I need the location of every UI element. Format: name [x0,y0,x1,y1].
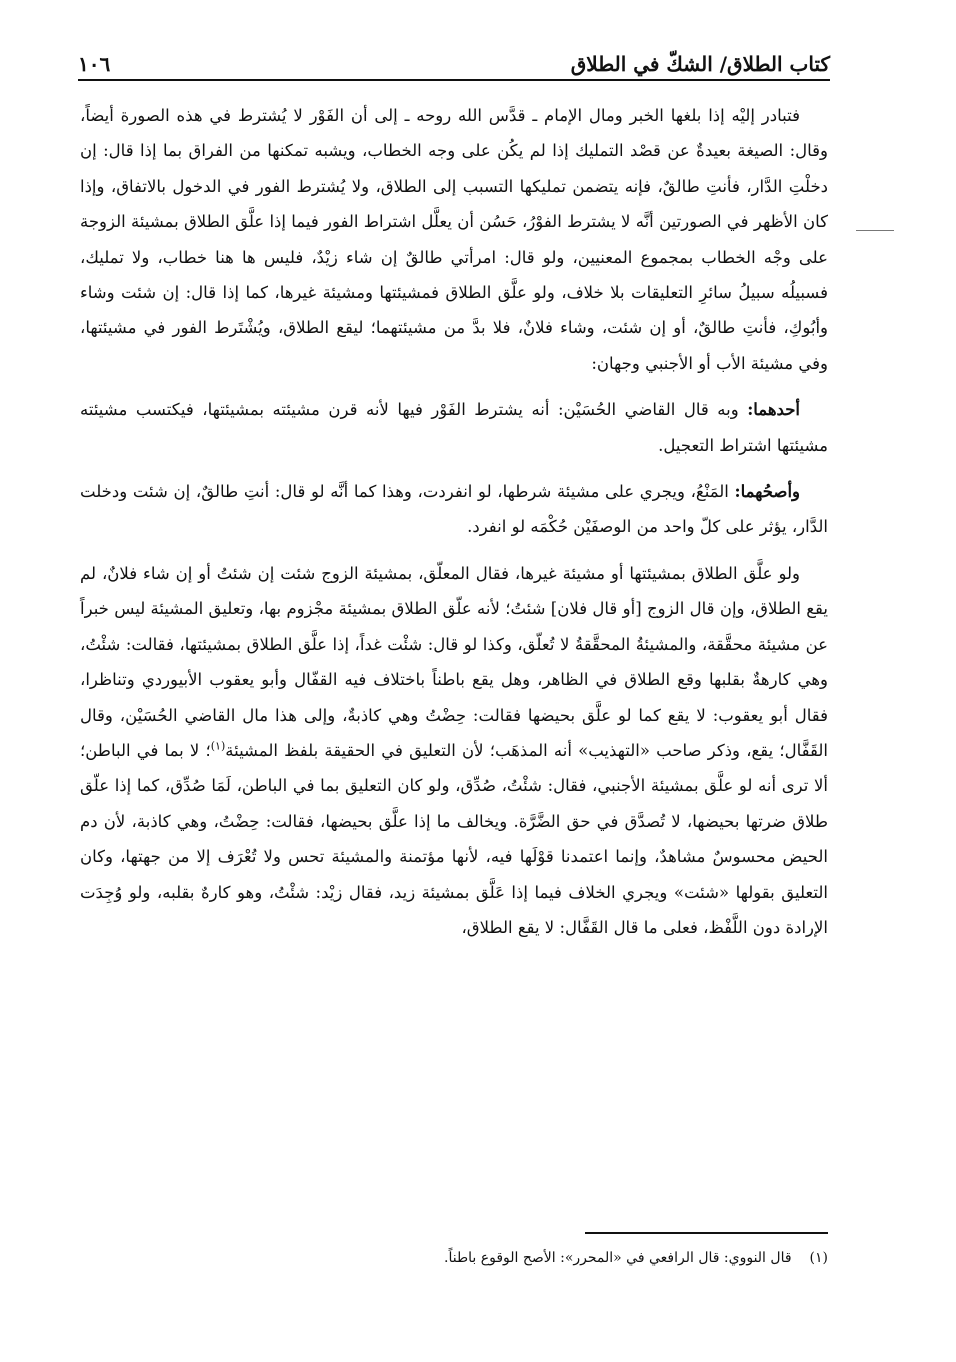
paragraph-2 [80,392,828,463]
paragraph-3 [80,474,828,545]
paragraph-3-term: وأصحُهما: [734,482,800,502]
footnote-reference: (١) [210,739,226,753]
paragraph-3-text: المَنْعُ، ويجري على مشيئة شرطها، لو انفردت، وهذا كما أنَّه لو قال: أنتِ طالقٌ، إن شئت ودخلت الدَّار، يؤثر على كلّ واحد من الوصفَيْن حُكْمَه لو انفرد. [80,482,828,537]
paragraph-4-part-b: ؛ لا بما في الباطن؛ ألا ترى أنه لو علَّق بمشيئة الأجنبي، فقال: شئْتُ، صُدِّق، ولو كان التعليق بما في الباطن، لَمَا صُدِّق، كما إذا علّق طلاق ضرتها بحيضها، لا تُصدَّق في حق الضَّرَّة. ويخالف ما إذا علَّق بحيضها، فقالت: حِضْتُ، وهي كاذبة، لأن دم الحيض محسوسٌ مشاهدٌ، وإنما اعتمدنا قوْلَها فيه، لأنها مؤتمنة والمشيئة تحس ولا تُعْرَف إلا من جهتها، وكان التعليق بقولها «شئت» ويجري الخلاف فيما إذا عَلَّق بمشيئة زيد، فقال زيْد: شئْتُ، وهو كارهٌ بقلبه، ولو وُجِدَت الإرادة دون اللَّفْظ، فعلى ما قال القَفَّال: لا يقع الطلاق، [80,740,828,937]
paragraph-1: فتبادر إليْه إذا بلغها الخبر ومال الإمام ـ قدَّس الله روحه ـ إلى أن الفَوْر لا يُشترط في هذه الصورة أيضاً، وقال: الصيغة بعيدةٌ عن قصْد التمليك إذا لم يكُن على وجه الخطاب، ويشبه تمكنها من الفراق بما إذا قال: إن دخلْتِ الدَّار، فأنتِ طالقٌ، فإنه يتضمن تمليكها التسبب إلى الطلاق، ولا يُشترط الفور في الدخول بالاتفاق، وإذا كان الأظهر في الصورتين أنَّه لا يشترط الفوْرُ، حَسُن أن يعلَّل اشتراط الفور فيما إذا علَّق الطلاق بمشيئة الزوجة على وجْه الخطاب بمجموع المعنيين، ولو قال: امرأتي طالقٌ إن شاء زيْدٌ، فليس ها هنا خطاب، ولا تمليك، فسبيلُه سبيلُ سائرِ التعليقات بلا خلاف، ولو علَّق الطلاق فمشيئتها ومشيئة غيرها، كما إذا قال: إن شئت وشاء وأبُوكِ، فأنتِ طالقٌ، أو إن شئت، وشاء فلانٌ، فلا بدَّ من مشيئتهما؛ ليقع الطلاق، ويُشْتَرط الفور في مشيئتها، وفي مشيئة الأب أو الأجنبي وجهان: [80,106,828,373]
footnote [80,1245,828,1271]
paragraph-4-part-a: ولو علَّق الطلاق بمشيئتها أو مشيئة غيرها، فقال المعلّق، بمشيئة الزوج شئت إن شئتُ أو إن شاء فلانٌ، لم يقع الطلاق، وإن قال الزوج [أو قال فلان] شئتُ؛ لأنه علّق الطلاق بمشيئة مجْزوم بها، وتعليق المشيئة ليس خبراً عن مشيئة محقَّقة، والمشيئةُ المحقَّقةُ لا تُعلّق، وكذا لو قال: شئْت غداً، إذا علَّق الطلاق بمشيئتها، فقالت: شئْتُ، وهي كارهةٌ بقلبها وقع الطلاق في الظاهر، وهل يقع باطناً باختلاف فيه القفّال وأبو يعقوب الأبيوردي وتناظرا، فقال أبو يعقوب: لا يقع كما لو علَّق بحيضها فقالت: حِضْتُ وهي كاذبةٌ، وإلى هذا مال القاضي الحُسَيْن، وقال القَفَّال؛ يقع، وذكر صاحب «التهذيب» أنه المذهَب؛ لأن التعليق في الحقيقة بلفظ المشيئة [80,563,828,760]
header-rule [78,79,830,81]
footnote-number: (١) [809,1250,828,1266]
page-header [78,36,830,76]
margin-mark [856,230,894,231]
footnote-text: قال النووي: قال الرافعي في «المحرر»: الأصح الوقوع باطناً. [444,1250,792,1266]
page-number: ١٠٦ [78,52,111,76]
body-text [80,98,828,945]
running-title: كتاب الطلاق/ الشكّ في الطلاق [570,52,830,76]
paragraph-2-text: وبه قال القاضي الحُسَيْن: أنه يشترط الفَوْر فيها لأنه قرن مشيئته بمشيئتها، فيكتسب مشيئته مشيئتها اشتراط التعجيل. [80,400,828,455]
paragraph-4 [80,556,828,945]
footnote-rule [585,1232,828,1234]
paragraph-2-term: أحدهما: [747,400,800,420]
